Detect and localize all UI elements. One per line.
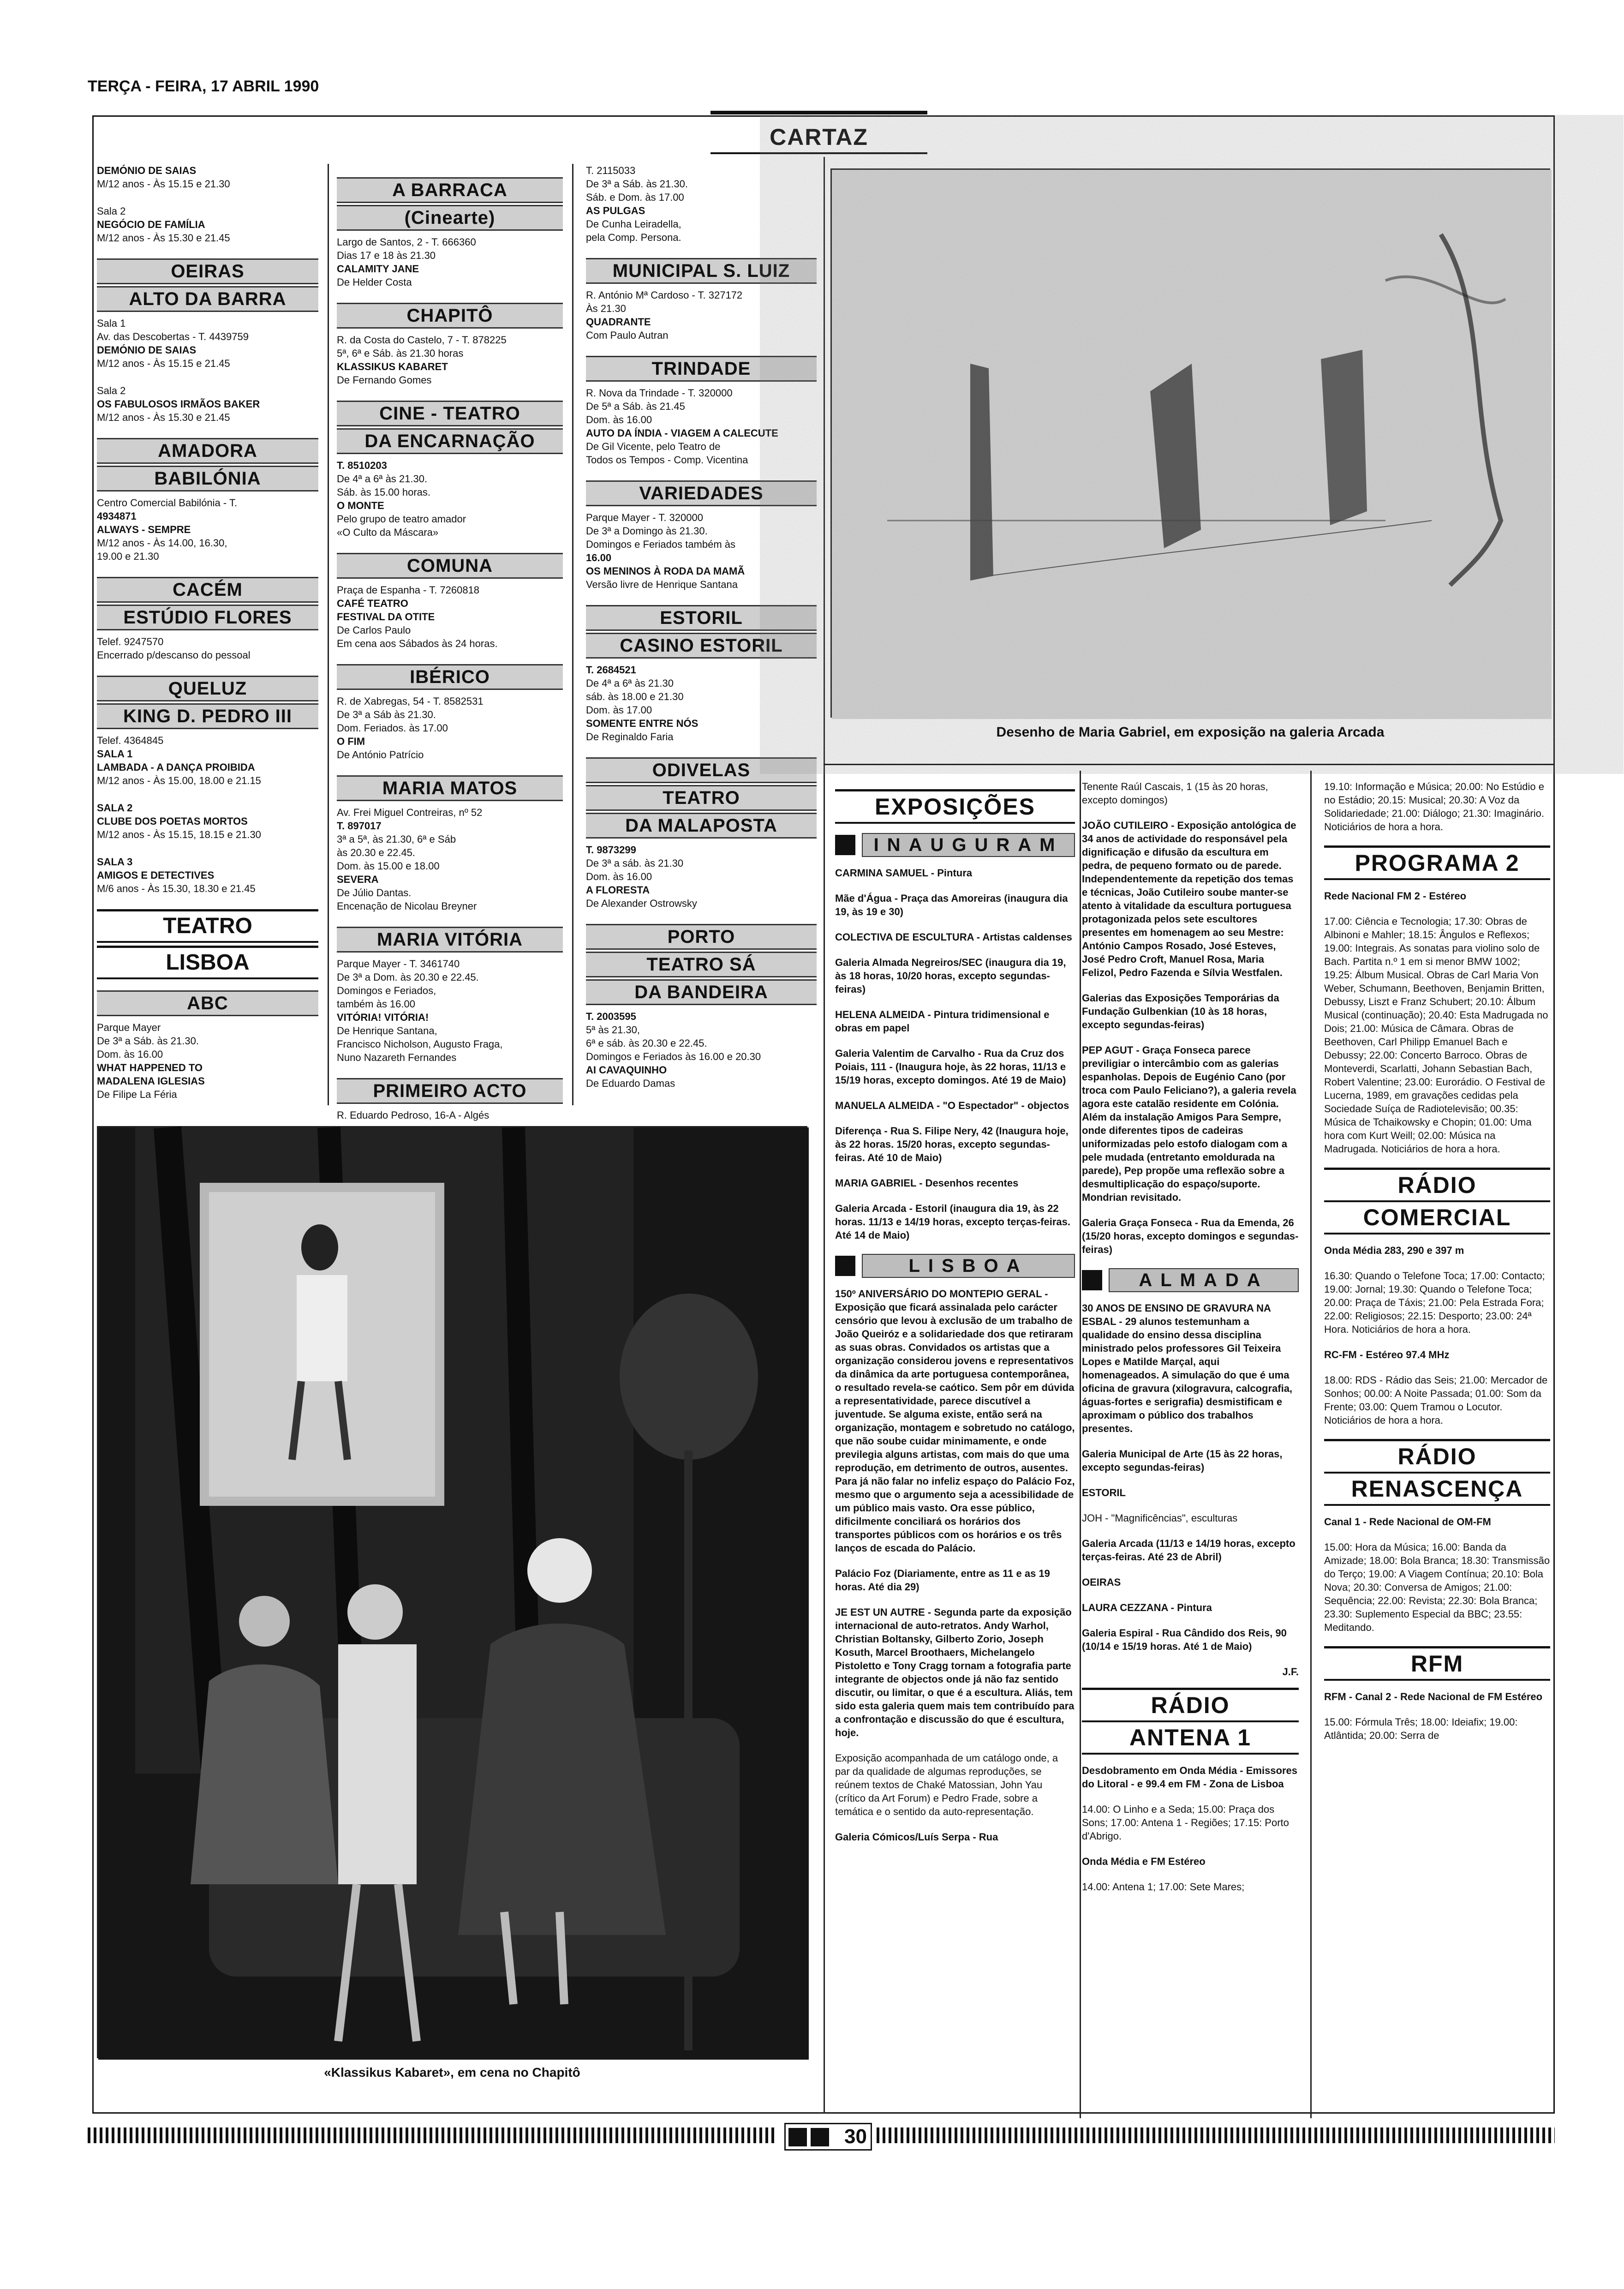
text-paragraph: Galeria Espiral - Rua Cândido dos Reis, 90 (10/14 e 15/19 horas. Até 1 de Maio) (1082, 1627, 1287, 1652)
listing-line: Dom. Feriados. às 17.00 (337, 722, 448, 734)
venue-heading (337, 664, 563, 690)
listing-entry (586, 164, 817, 244)
listing-line: Dom. às 16.00 (586, 871, 652, 882)
listing-line: Domingos e Feriados às 16.00 e 20.30 (586, 1051, 761, 1062)
listing-line: SALA 1 (97, 748, 133, 760)
text-paragraph: HELENA ALMEIDA - Pintura tridimensional e obras em papel (835, 1009, 1050, 1034)
venue-heading (586, 757, 817, 839)
venue-heading (586, 924, 817, 1005)
text-paragraph: Galeria Arcada (11/13 e 14/19 horas, excepto terças-feiras. Até 23 de Abril) (1082, 1538, 1296, 1563)
listing-line: Nuno Nazareth Fernandes (337, 1052, 457, 1063)
listing-line: Sáb. e Dom. às 17.00 (586, 192, 684, 203)
listing-entry (337, 333, 563, 387)
stage-photo (97, 1126, 807, 2058)
venue-heading-queluz-line: QUELUZ (97, 676, 318, 701)
column-divider (824, 157, 825, 2114)
listing-line: Dom. às 16.00 (97, 1049, 163, 1060)
text-paragraph: COLECTIVA DE ESCULTURA - Artistas caldenses (835, 931, 1072, 943)
listing-line: também às 16.00 (337, 998, 415, 1010)
text-paragraph: Diferença - Rua S. Filipe Nery, 42 (Inaugura hoje, às 22 horas. 15/20 horas, excepto segundas-feiras. Até 10 de Maio) (835, 1125, 1069, 1163)
listing-line: De Cunha Leiradella, (586, 218, 681, 230)
listing-line: Av. Frei Miguel Contreiras, nº 52 (337, 807, 483, 818)
inauguram-text (835, 866, 1075, 1242)
listing-line: Com Paulo Autran (586, 330, 669, 341)
listing-line: SEVERA (337, 874, 379, 885)
listing-line: T. 9873299 (586, 844, 636, 856)
listing-line: Dom. às 15.00 e 18.00 (337, 860, 440, 872)
text-paragraph: RC-FM - Estéreo 97.4 MHz (1324, 1349, 1450, 1360)
listing-line: De Eduardo Damas (586, 1078, 675, 1089)
square-bullet-icon (835, 835, 855, 855)
listing-line: Largo de Santos, 2 - T. 666360 (337, 236, 476, 248)
listing-line: 19.00 e 21.30 (97, 551, 159, 562)
listings-column-1 (97, 164, 318, 1105)
text-paragraph: 16.30: Quando o Telefone Toca; 17.00: Contacto; 19.00: Jornal; 19.30: Quando o Telefone Toca; 20.00: Praça de Táxis; 21.00: Pela Estrada Fora; 22.00: Religiosos; 22.15: Desporto; 23.00: 24ª Hora. Noticiários de hora a hora. (1324, 1270, 1545, 1335)
text-paragraph: Galeria Valentim de Carvalho - Rua da Cruz dos Poiais, 111 - (Inaugura hoje, às 22 horas, 11/13 e 15/19 horas, excepto domingos. Até 19 de Maio) (835, 1048, 1066, 1086)
drawing-image (830, 168, 1550, 718)
listing-line: Francisco Nicholson, Augusto Fraga, (337, 1038, 503, 1050)
radio-column (1324, 780, 1550, 2118)
venue-heading-line: MARIA VITÓRIA (337, 927, 563, 953)
listing-line: De Henrique Santana, (337, 1025, 437, 1037)
programa2-heading: PROGRAMA 2 (1324, 845, 1550, 880)
listing-line: Encenação de Nicolau Breyner (337, 900, 477, 912)
listing-line: Parque Mayer - T. 320000 (586, 512, 703, 523)
text-paragraph: JOÃO CUTILEIRO - Exposição antológica de 34 anos de actividade do responsável pela dignificação e difusão da escultura em pedra, de pequeno formato ou de parede. Independentemente da repetição dos temas e técnicas, João Cutileiro soube manter-se atento à vitalidade da escultura portuguesa protagonizada pelos sete escultores presentes em homenagem ao seu Mestre: António Campos Rosado, José Esteves, José Pedro Croft, Manuel Rosa, Maria Felizol, Pedro Fazenda e Sílvia Westfalen. (1082, 820, 1296, 978)
square-bullet-icon (1082, 1270, 1102, 1290)
listing-entry (337, 459, 563, 539)
venue-heading-amadora (97, 438, 318, 491)
venue-heading (337, 775, 563, 801)
antena1-continued-text (1324, 780, 1550, 833)
listing-entry (97, 1021, 318, 1101)
teatro-lisboa-heading-line: LISBOA (97, 946, 318, 979)
listing-line: Sáb. às 15.00 horas. (337, 486, 431, 498)
listing-line: SOMENTE ENTRE NÓS (586, 718, 699, 729)
photo-caption: «Klassikus Kabaret», em cena no Chapitô (324, 2065, 580, 2079)
listing-line: MADALENA IGLESIAS (97, 1075, 205, 1087)
listing-line: Encerrado p/descanso do pessoal (97, 649, 251, 661)
listing-entry (586, 663, 817, 743)
listing-line: 3ª a 5ª, às 21.30, 6ª e Sáb (337, 833, 456, 845)
listing-line: Parque Mayer (97, 1022, 161, 1033)
venue-heading-amadora-line: AMADORA (97, 438, 318, 464)
listing-line: DEMÓNIO DE SAIAS (97, 165, 197, 176)
listings-column-3 (586, 164, 817, 1105)
venue-heading-line: TRINDADE (586, 356, 817, 382)
listing-line: M/6 anos - Às 15.30, 18.30 e 21.45 (97, 883, 256, 894)
antena1-schedule (1082, 1764, 1299, 1894)
text-paragraph: 15.00: Fórmula Três; 18.00: Ideiafix; 19.00: Atlântida; 20.00: Serra de (1324, 1716, 1518, 1741)
listing-entry (97, 384, 318, 424)
text-paragraph: Galeria Arcada - Estoril (inaugura dia 19, às 22 horas. 11/13 e 14/19 horas, excepto terças-feiras. Até 14 de Maio) (835, 1203, 1070, 1241)
listing-line: De Alexander Ostrowsky (586, 898, 697, 909)
text-paragraph: 17.00: Ciência e Tecnologia; 17.30: Obras de Albinoni e Mahler; 18.15: Ângulos e Reflexos; 19.00: Integrais. As sonatas para violino solo de Bach. Partita n.º 1 em si menor BMW 1002; 19.25: Álbum Musical. Obras de Carl Maria Von Weber, Schumann, Beethoven, Benjamin Britten, Debussy, Liszt e Franz Schubert; 20.10: Álbum Musical (continuação); 20.40: Esta Madrugada no Dois; 21.00: Música de Câmara. Obras de Beethoven, Carl Philipp Emanuel Bach e Debussy; 22.00: Concerto Barroco. Obras de Monteverdi, Scarlatti, Johann Sebastian Bach, Robert Valentine; 23.00: Eurorádio. O Festival de Lucerna, 1989, em gravações cedidas pela Sociedade Suíça de Radiotelevisão; 00.35: Música de Tchaikowsky e Chopin; 01.00: Uma hora com Kurt Weill; 02.00: Música na Madrugada. Noticiários de hora a hora. (1324, 916, 1548, 1155)
listing-line: «O Culto da Máscara» (337, 527, 439, 538)
venue-heading (337, 553, 563, 579)
footer-pattern (877, 2127, 1555, 2143)
listing-line: Praça de Espanha - T. 7260818 (337, 584, 480, 596)
almada-label: ALMADA (1109, 1268, 1299, 1292)
listing-line: T. 897017 (337, 820, 382, 832)
listing-line: Centro Comercial Babilónia - T. (97, 497, 238, 509)
drawing-illustration (832, 170, 1552, 719)
teatro-lisboa-heading (97, 909, 318, 979)
venue-heading-line: DA BANDEIRA (586, 979, 817, 1005)
listing-line: R. Eduardo Pedroso, 16-A - Algés (337, 1109, 490, 1121)
listing-line: Pelo grupo de teatro amador (337, 513, 466, 525)
listing-line: De Carlos Paulo (337, 624, 411, 636)
venue-heading-line: TEATRO SÁ (586, 952, 817, 977)
footer-pattern (88, 2127, 775, 2143)
listing-line: CALAMITY JANE (337, 263, 419, 275)
listing-line: CAFÉ TEATRO (337, 598, 408, 609)
listing-line: Versão livre de Henrique Santana (586, 579, 738, 590)
listing-line: R. de Xabregas, 54 - T. 8582531 (337, 695, 484, 707)
listing-line: LAMBADA - A DANÇA PROIBIDA (97, 761, 255, 773)
listing-line: às 20.30 e 22.45. (337, 847, 416, 858)
text-paragraph: Tenente Raúl Cascais, 1 (15 às 20 horas, excepto domingos) (1082, 781, 1268, 806)
listing-entry (586, 1010, 817, 1090)
exhibitions-column-1 (835, 780, 1075, 2118)
text-paragraph: Galerias das Exposições Temporárias da Fundação Gulbenkian (10 às 18 horas, excepto segundas-feiras) (1082, 992, 1279, 1031)
renascenca-heading-line-1: RÁDIO (1397, 1444, 1477, 1469)
text-paragraph: JOH - "Magnificências", esculturas (1082, 1512, 1238, 1524)
exhibitions-continued-text (1082, 780, 1299, 1256)
venue-heading (586, 258, 817, 284)
text-paragraph: LAURA CEZZANA - Pintura (1082, 1602, 1212, 1613)
comercial-schedule (1324, 1244, 1550, 1427)
comercial-heading-line-2: COMERCIAL (1324, 1200, 1550, 1233)
listing-line: Telef. 9247570 (97, 636, 164, 647)
comercial-heading (1324, 1168, 1550, 1234)
listing-line: T. 2003595 (586, 1011, 636, 1022)
listing-entry (97, 204, 318, 245)
rfm-heading: RFM (1324, 1646, 1550, 1681)
listing-line: Av. das Descobertas - T. 4439759 (97, 331, 249, 342)
listing-line: Às 21.30 (586, 303, 626, 314)
text-paragraph: Galeria Almada Negreiros/SEC (inaugura dia 19, às 18 horas, 10/20 horas, excepto segundas-feiras) (835, 957, 1066, 995)
text-paragraph: ESTORIL (1082, 1487, 1126, 1498)
venue-heading-line: COMUNA (337, 553, 563, 579)
column-divider (1310, 771, 1312, 2118)
column-divider (572, 164, 573, 1105)
venue-heading-line: (Cinearte) (337, 205, 563, 231)
listing-line: KLASSIKUS KABARET (337, 361, 448, 372)
listing-line: De Júlio Dantas. (337, 887, 412, 899)
venue-heading-line: MARIA MATOS (337, 775, 563, 801)
text-paragraph: MARIA GABRIEL - Desenhos recentes (835, 1177, 1019, 1189)
venue-heading-abc-line: ABC (97, 990, 318, 1016)
listing-line: De 3ª a Sáb. às 21.30. (97, 1035, 199, 1047)
listing-line: De Reginaldo Faria (586, 731, 674, 743)
renascenca-heading (1324, 1439, 1550, 1506)
text-paragraph: Canal 1 - Rede Nacional de OM-FM (1324, 1516, 1491, 1528)
renascenca-heading-line-2: RENASCENÇA (1324, 1472, 1550, 1504)
rfm-schedule (1324, 1690, 1550, 1742)
listing-entry (97, 635, 318, 662)
text-paragraph: PEP AGUT - Graça Fonseca parece previligiar o intercâmbio com as galerias espanholas. Depois de Eugénio Cano (por troca com Paulo Feliciano?), a galeria revela agora este catalão residente em Colónia. Além da instalação Amigos Para Sempre, onde diferentes tipos de cadeiras uniformizadas pelo estofo dialogam com a pele mudada (entretanto emoldurada na parede), Pep propõe uma reflexão sobre a desmultiplicação do espaço/suporte. Mondrian revisitado. (1082, 1044, 1296, 1203)
comercial-heading-line-1: RÁDIO (1397, 1172, 1477, 1198)
venue-heading (337, 303, 563, 329)
listing-line: Dias 17 e 18 às 21.30 (337, 250, 436, 261)
venue-heading (337, 177, 563, 231)
drawing-caption: Desenho de Maria Gabriel, em exposição na galeria Arcada (996, 725, 1385, 740)
listing-line: Domingos e Feriados também às (586, 539, 736, 550)
listing-line: De 3ª a Dom. às 20.30 e 22.45. (337, 971, 479, 983)
text-paragraph: JE EST UN AUTRE - Segunda parte da exposição internacional de auto-retratos. Andy Warhol, Christian Boltansky, Gilberto Zorio, Joseph Kosuth, Marcel Broothaers, Michelangelo Pistoletto e Tony Cragg tornam a fotografia parte integrante de objectos onde já não faz sentido discutir, ou limitar, o que é a escultura. Aliás, tem sido esta galeria quem mais tem contribuído para a confrontação e discussão do que é escultura, hoje. (835, 1606, 1075, 1738)
listing-line: M/12 anos - Às 15.30 e 21.45 (97, 412, 230, 423)
listing-line: AUTO DA ÍNDIA - VIAGEM A CALECUTE (586, 427, 778, 439)
text-paragraph: Onda Média 283, 290 e 397 m (1324, 1245, 1464, 1256)
antena1-heading-line-2: ANTENA 1 (1082, 1720, 1299, 1753)
listing-entry (337, 806, 563, 913)
listing-line: 5ª às 21.30, (586, 1024, 640, 1036)
stage-photo-illustration (98, 1127, 809, 2060)
listing-line: sáb. às 18.00 e 21.30 (586, 691, 684, 702)
venue-heading-oeiras (97, 258, 318, 312)
text-paragraph: Onda Média e FM Estéreo (1082, 1856, 1206, 1867)
antena1-heading-line-1: RÁDIO (1151, 1692, 1230, 1718)
almada-heading (1082, 1268, 1299, 1292)
text-paragraph: Palácio Foz (Diariamente, entre as 11 e as 19 horas. Até dia 29) (835, 1568, 1050, 1593)
text-paragraph: 150º ANIVERSÁRIO DO MONTEPIO GERAL - Exposição que ficará assinalada pelo carácter censório que levou à exclusão de um trabalho de João Queiróz e a solidariedade dos que retiraram as suas obras. Convidados os artistas que a organização considerou jovens e representativos da dinâmica da arte portuguesa contemporânea, o resultado revela-se caótico. Sem pôr em dúvida a representatividade, parece discutível a juventude. Se alguma existe, então será na organização, montagem e sobretudo no catálogo, que não soube cuidar minimamente, e onde previlegia alguns artistas, com mais do que uma reprodução, em detrimento de outros, ausentes. Para já não falar no infeliz espaço do Palácio Foz, mesmo que o argumento seja a acessibilidade de um público mais vasto. Ora esse público, dificilmente conciliará os horários dos transportes públicos com os horários e os três lanços de escada do Palácio. (835, 1288, 1075, 1554)
venue-heading-line: MUNICIPAL S. LUIZ (586, 258, 817, 284)
listing-line: De Filipe La Féria (97, 1089, 177, 1100)
listing-entry (337, 235, 563, 289)
venue-heading (586, 480, 817, 506)
listing-line: AMIGOS E DETECTIVES (97, 869, 215, 881)
column-divider (1080, 771, 1081, 2118)
listing-line: O FIM (337, 736, 365, 747)
venue-heading (586, 605, 817, 659)
listing-line: De 3ª a Sáb às 21.30. (337, 709, 436, 720)
dateline: TERÇA - FEIRA, 17 ABRIL 1990 (88, 78, 319, 95)
listing-line: M/12 anos - Às 15.15 e 21.45 (97, 358, 230, 369)
listing-line: FESTIVAL DA OTITE (337, 611, 435, 623)
listing-line: R. António Mª Cardoso - T. 327172 (586, 289, 743, 301)
listing-line: 4934871 (97, 510, 137, 522)
listing-entry (97, 164, 318, 191)
listing-entry (97, 317, 318, 370)
venue-heading-oeiras-line: ALTO DA BARRA (97, 286, 318, 312)
text-paragraph: OEIRAS (1082, 1576, 1121, 1588)
text-paragraph: MANUELA ALMEIDA - "O Espectador" - objectos (835, 1100, 1069, 1111)
listing-entry (97, 496, 318, 563)
venue-heading-line: IBÉRICO (337, 664, 563, 690)
listing-entry (337, 1109, 563, 1122)
listing-line: O MONTE (337, 500, 384, 511)
listing-line: Dom. às 17.00 (586, 704, 652, 716)
listing-line: Domingos e Feriados, (337, 985, 436, 996)
section-title: CARTAZ (770, 124, 868, 150)
square-bullet-icon (835, 1256, 855, 1276)
exhibitions-heading: EXPOSIÇÕES (835, 789, 1075, 824)
venue-heading (337, 927, 563, 953)
lisboa-label: LISBOA (862, 1254, 1075, 1278)
inauguram-label: INAUGURAM (862, 833, 1075, 857)
listing-line: Em cena aos Sábados às 24 horas. (337, 638, 498, 649)
almada-text (1082, 1301, 1299, 1653)
antena1-heading (1082, 1688, 1299, 1755)
listing-line: A FLORESTA (586, 884, 650, 896)
column-divider (328, 164, 329, 1105)
listing-entry (97, 734, 318, 787)
venue-heading-line: TEATRO (586, 785, 817, 811)
text-paragraph: Mãe d'Água - Praça das Amoreiras (inaugura dia 19, às 19 e 30) (835, 893, 1068, 917)
listing-line: 16.00 (586, 552, 612, 563)
listing-entry (586, 511, 817, 591)
venue-heading-cacem (97, 577, 318, 630)
venue-heading-oeiras-line: OEIRAS (97, 258, 318, 284)
venue-heading-line: CINE - TEATRO (337, 401, 563, 426)
text-paragraph: 14.00: O Linho e a Seda; 15.00: Praça dos Sons; 17.00: Antena 1 - Regiões; 17.15: Porto d'Abrigo. (1082, 1804, 1289, 1842)
programa2-schedule (1324, 889, 1550, 1156)
logo-block-icon (788, 2128, 807, 2146)
text-paragraph: 15.00: Hora da Música; 16.00: Banda da Amizade; 18.00: Bola Branca; 18.30: Transmissão do Terço; 19.00: A Viagem Contínua; 20.10: Bola Nova; 20.30: Conversa de Amigos; 21.00: Sequência; 22.00: Revista; 22.30: Bola Branca; 23.30: Suplemento Especial da BBC; 23.55: Meditando. (1324, 1541, 1550, 1633)
lisboa-heading (835, 1254, 1075, 1278)
venue-heading-line: CASINO ESTORIL (586, 633, 817, 659)
exhibitions-column-2 (1082, 780, 1299, 2118)
listing-line: M/12 anos - Às 15.00, 18.00 e 21.15 (97, 775, 261, 786)
listing-line: CLUBE DOS POETAS MORTOS (97, 815, 248, 827)
listing-line: De António Patrício (337, 749, 424, 761)
venue-heading-queluz (97, 676, 318, 729)
listing-line: Sala 2 (97, 205, 126, 217)
listing-line: Sala 2 (97, 385, 126, 396)
listing-entry (97, 801, 318, 841)
section-divider (824, 764, 1555, 765)
listing-line: VITÓRIA! VITÓRIA! (337, 1012, 429, 1023)
text-paragraph: Galeria Municipal de Arte (15 às 22 horas, excepto segundas-feiras) (1082, 1448, 1283, 1473)
listing-line: De 3ª a Domingo às 21.30. (586, 525, 708, 537)
listing-line: De Gil Vicente, pelo Teatro de (586, 441, 721, 452)
listing-line: Todos os Tempos - Comp. Vicentina (586, 454, 748, 466)
listing-line: Dom. às 16.00 (586, 414, 652, 425)
page-number-box (784, 2123, 872, 2151)
venue-heading-line: DA ENCARNAÇÃO (337, 428, 563, 454)
venue-heading (337, 401, 563, 454)
venue-heading-line: ESTORIL (586, 605, 817, 631)
listing-entry (337, 957, 563, 1064)
listing-line: M/12 anos - Às 15.15 e 21.30 (97, 178, 230, 190)
teatro-lisboa-heading-line: TEATRO (97, 909, 318, 943)
venue-heading-line: VARIEDADES (586, 480, 817, 506)
listing-line: SALA 2 (97, 802, 133, 814)
text-paragraph: 30 ANOS DE ENSINO DE GRAVURA NA ESBAL - 29 alunos testemunham a qualidade do ensino dessa disciplina ministrado pelos professores Gil Teixeira Lopes e Matilde Marçal, aqui homenageados. A simulação do que é uma oficina de gravura (xilogravura, calcografia, águas-fortes e serigrafia) desmistificam e aproximam o público dos trabalhos presentes. (1082, 1302, 1293, 1434)
listing-entry (337, 583, 563, 650)
venue-heading-line: CHAPITÔ (337, 303, 563, 329)
listing-line: M/12 anos - Às 15.30 e 21.45 (97, 232, 230, 244)
listing-line: DEMÓNIO DE SAIAS (97, 344, 197, 356)
listing-line: pela Comp. Persona. (586, 232, 681, 243)
renascenca-schedule (1324, 1515, 1550, 1634)
listing-line: De 3ª a sáb. às 21.30 (586, 857, 684, 869)
venue-heading-line: DA MALAPOSTA (586, 813, 817, 839)
text-paragraph: 19.10: Informação e Música; 20.00: No Estúdio e no Estádio; 20.15: Musical; 20.30: A Voz da Solidariedade; 21.00: Diálogo; 21.30: Imaginário. Noticiários de hora a hora. (1324, 781, 1544, 833)
text-paragraph: Rede Nacional FM 2 - Estéreo (1324, 890, 1467, 902)
venue-heading-queluz-line: KING D. PEDRO III (97, 703, 318, 729)
venue-heading-line: PORTO (586, 924, 817, 950)
listing-line: De 3ª a Sáb. às 21.30. (586, 178, 688, 190)
listing-line: ALWAYS - SEMPRE (97, 524, 191, 535)
listing-line: SALA 3 (97, 856, 133, 868)
listing-line: De Fernando Gomes (337, 374, 432, 386)
listing-line: De Helder Costa (337, 276, 412, 288)
venue-heading (586, 356, 817, 382)
venue-heading-amadora-line: BABILÓNIA (97, 466, 318, 491)
listing-line: R. da Costa do Castelo, 7 - T. 878225 (337, 334, 507, 346)
listing-line: 6ª e sáb. às 20.30 e 22.45. (586, 1037, 707, 1049)
listing-line: De 4ª a 6ª às 21.30 (586, 677, 674, 689)
venue-heading-line: ODIVELAS (586, 757, 817, 783)
listing-line: De 5ª a Sáb. às 21.45 (586, 401, 685, 412)
text-paragraph: Desdobramento em Onda Média - Emissores do Litoral - e 99.4 em FM - Zona de Lisboa (1082, 1765, 1298, 1790)
text-paragraph: Galeria Graça Fonseca - Rua da Emenda, 26 (15/20 horas, excepto domingos e segundas-feiras) (1082, 1217, 1299, 1255)
listing-line: AI CAVAQUINHO (586, 1064, 667, 1076)
venue-heading-cacem-line: CACÉM (97, 577, 318, 603)
listing-line: OS FABULOSOS IRMÃOS BAKER (97, 398, 260, 410)
text-paragraph: RFM - Canal 2 - Rede Nacional de FM Estéreo (1324, 1691, 1543, 1702)
logo-block-icon (811, 2128, 829, 2146)
listing-line: T. 2115033 (586, 165, 636, 176)
listing-line: Parque Mayer - T. 3461740 (337, 958, 460, 970)
listing-line: NEGÓCIO DE FAMÍLIA (97, 219, 205, 230)
listing-entry (586, 386, 817, 467)
listing-line: M/12 anos - Às 14.00, 16.30, (97, 537, 227, 549)
listings-column-2 (337, 166, 563, 1121)
listing-line: Telef. 4364845 (97, 735, 164, 746)
listing-line: AS PULGAS (586, 205, 645, 216)
lisboa-text (835, 1287, 1075, 1844)
listing-line: Sala 1 (97, 318, 126, 329)
venue-heading (337, 1078, 563, 1104)
listing-entry (586, 843, 817, 910)
listing-line: T. 8510203 (337, 460, 387, 471)
text-paragraph: 18.00: RDS - Rádio das Seis; 21.00: Mercador de Sonhos; 00.00: A Noite Passada; 01.00: Som da Frente; 03.00: Quem Tramou o Locutor. Noticiários de hora a hora. (1324, 1374, 1548, 1426)
page-number: 30 (844, 2125, 867, 2148)
listing-entry (337, 695, 563, 761)
venue-heading-cacem-line: ESTÚDIO FLORES (97, 605, 318, 630)
section-rule (710, 152, 927, 154)
listing-line: M/12 anos - Às 15.15, 18.15 e 21.30 (97, 829, 261, 840)
listing-line: 5ª, 6ª e Sáb. às 21.30 horas (337, 348, 464, 359)
listing-line: De 4ª a 6ª às 21.30. (337, 473, 428, 485)
venue-heading-line: A BARRACA (337, 177, 563, 203)
section-bar (710, 111, 927, 114)
listing-line: WHAT HAPPENED TO (97, 1062, 203, 1073)
venue-heading-line: PRIMEIRO ACTO (337, 1078, 563, 1104)
listing-line: OS MENINOS À RODA DA MAMÃ (586, 565, 745, 577)
text-paragraph: CARMINA SAMUEL - Pintura (835, 867, 972, 879)
text-paragraph: 14.00: Antena 1; 17.00: Sete Mares; (1082, 1881, 1245, 1893)
text-paragraph: Galeria Cómicos/Luís Serpa - Rua (835, 1831, 998, 1843)
author-signature: J.F. (1282, 1666, 1299, 1678)
inauguram-heading (835, 833, 1075, 857)
listing-line: QUADRANTE (586, 316, 651, 328)
text-paragraph: Exposição acompanhada de um catálogo onde, a par da qualidade de algumas reproduções, se reúnem textos de Chaké Matossian, John Yau (crítico da Art Forum) e Pedro Frade, sobre a temática e o sentido da auto-representação. (835, 1752, 1058, 1817)
listing-entry (586, 288, 817, 342)
listing-entry (97, 855, 318, 895)
venue-heading-abc (97, 990, 318, 1016)
listing-line: R. Nova da Trindade - T. 320000 (586, 387, 733, 399)
listing-line: T. 2684521 (586, 664, 636, 676)
